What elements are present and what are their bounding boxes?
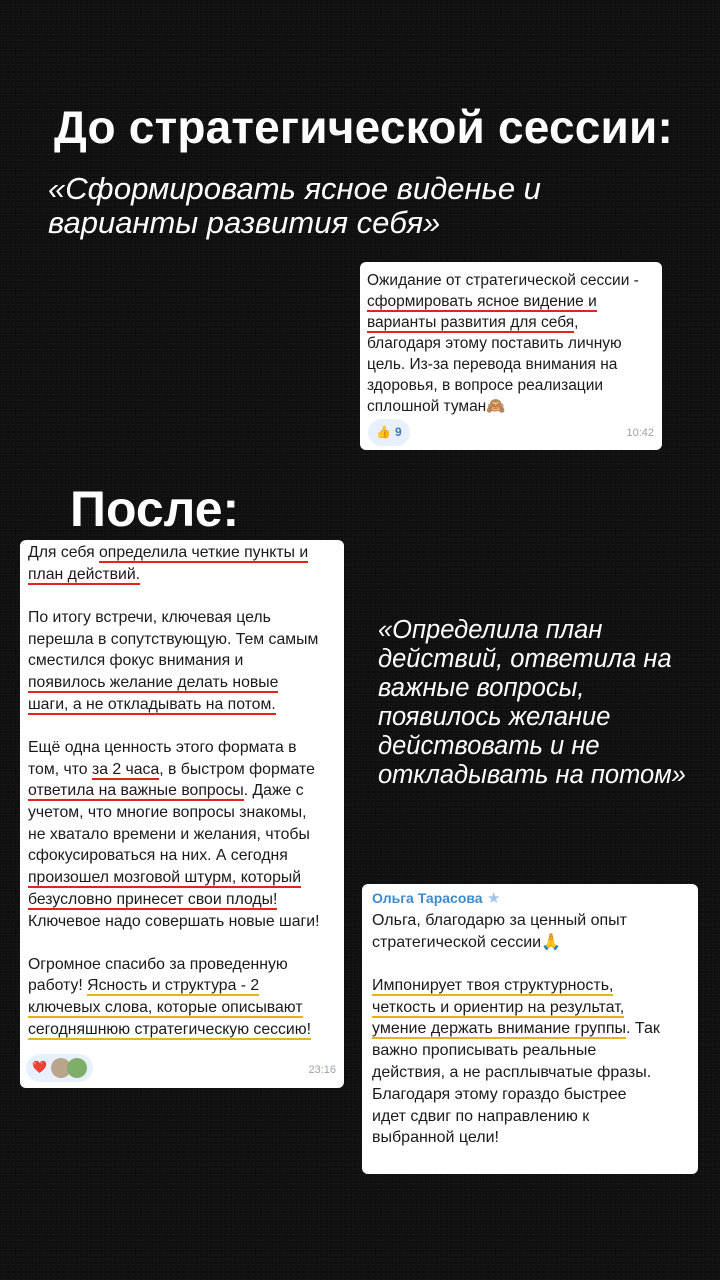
message-line: сфокусироваться на них. А сегодня [28,847,288,865]
highlighted-text: за 2 часа [91,760,160,778]
highlighted-text: появилось желание делать новые [28,674,279,692]
highlighted-text: сегодняшнюю стратегическую сессию! [28,1020,311,1038]
message-line: благодаря этому поставить личную [367,335,622,352]
feedback-message-card [362,884,698,1174]
highlighted-text: план действий. [28,565,141,583]
message-text: работу! [28,977,88,995]
heart-icon: ❤️ [32,1060,47,1075]
after-quote: «Определила план действий, ответила на важные вопросы, появилось желание действовать и не откладывать на потом» [378,616,686,789]
message-line: Ещё одна ценность этого формата в [28,738,297,756]
message-text: , в быстром формате [159,760,315,778]
message-line: важно прописывать реальные [372,1042,597,1060]
message-line: цель. Из-за перевода внимания на [367,356,618,373]
message-line: Благодаря этому гораздо быстрее [372,1085,627,1103]
message-line: Ключевое надо совершать новые шаги! [28,912,320,930]
before-quote: «Сформировать ясное виденье и варианты развития себя» [48,171,541,240]
message-line: Ольга, благодарю за ценный опыт [372,911,628,929]
message-line: стратегической сессии🙏 [372,933,561,951]
highlighted-text: ответила на важные вопросы [28,782,244,800]
highlighted-text: Ясность и структура - 2 [87,977,260,995]
message-text: . Даже с [243,782,304,800]
message-line: По итогу встречи, ключевая цель [28,608,271,626]
highlighted-text: произошел мозговой штурм, который [28,869,302,887]
message-time: 23:16 [308,1064,336,1077]
after-heading: После: [70,481,240,537]
message-text: . Так [626,1020,660,1038]
highlighted-text: ключевых слова, которые описывают [28,999,303,1017]
message-line: Огромное спасибо за проведенную [28,955,288,973]
highlighted-text: сформировать ясное видение и [367,293,597,310]
highlighted-text: шаги, а не откладывать на потом. [28,695,276,713]
highlighted-text: умение держать внимание группы [372,1020,626,1038]
message-line: сплошной туман🙈 [367,398,506,415]
message-line: перешла в сопутствующую. Тем самым [28,630,319,648]
reaction-badge[interactable] [368,419,410,446]
message-line: идет сдвиг по направлению к [372,1107,590,1125]
message-text: том, что [28,760,92,778]
message-line: Ожидание от стратегической сессии - [367,272,639,289]
message-text: Для себя [28,544,100,561]
message-text: , [574,314,579,331]
before-message-card [360,262,662,450]
star-icon: ★ [487,890,501,907]
highlighted-text: варианты развития для себя [367,314,575,331]
message-time: 10:42 [626,427,654,439]
message-line: учетом, что многие вопросы знакомы, [28,804,307,822]
highlighted-text: Импонирует твоя структурность, [372,976,614,994]
highlighted-text: определила четкие пункты и [99,544,309,561]
after-message-card [20,540,344,1088]
reaction-count: 9 [394,425,402,439]
message-line: сместился фокус внимания и [28,652,244,670]
message-line: действия, а не расплывчатые фразы. [372,1064,652,1082]
message-line: не хватало времени и желания, чтобы [28,825,310,843]
author-name[interactable]: Ольга Тарасова [372,890,483,906]
highlighted-text: безусловно принесет свои плоды! [28,890,278,908]
message-line: выбранной цели! [372,1129,499,1147]
thumbs-up-icon: 👍 [376,425,391,439]
message-line: здоровья, в вопросе реализации [367,377,604,394]
highlighted-text: четкость и ориентир на результат, [372,998,625,1016]
before-heading: До стратегической сессии: [54,101,673,153]
reaction-badge[interactable] [26,1054,93,1082]
avatar [67,1058,87,1078]
